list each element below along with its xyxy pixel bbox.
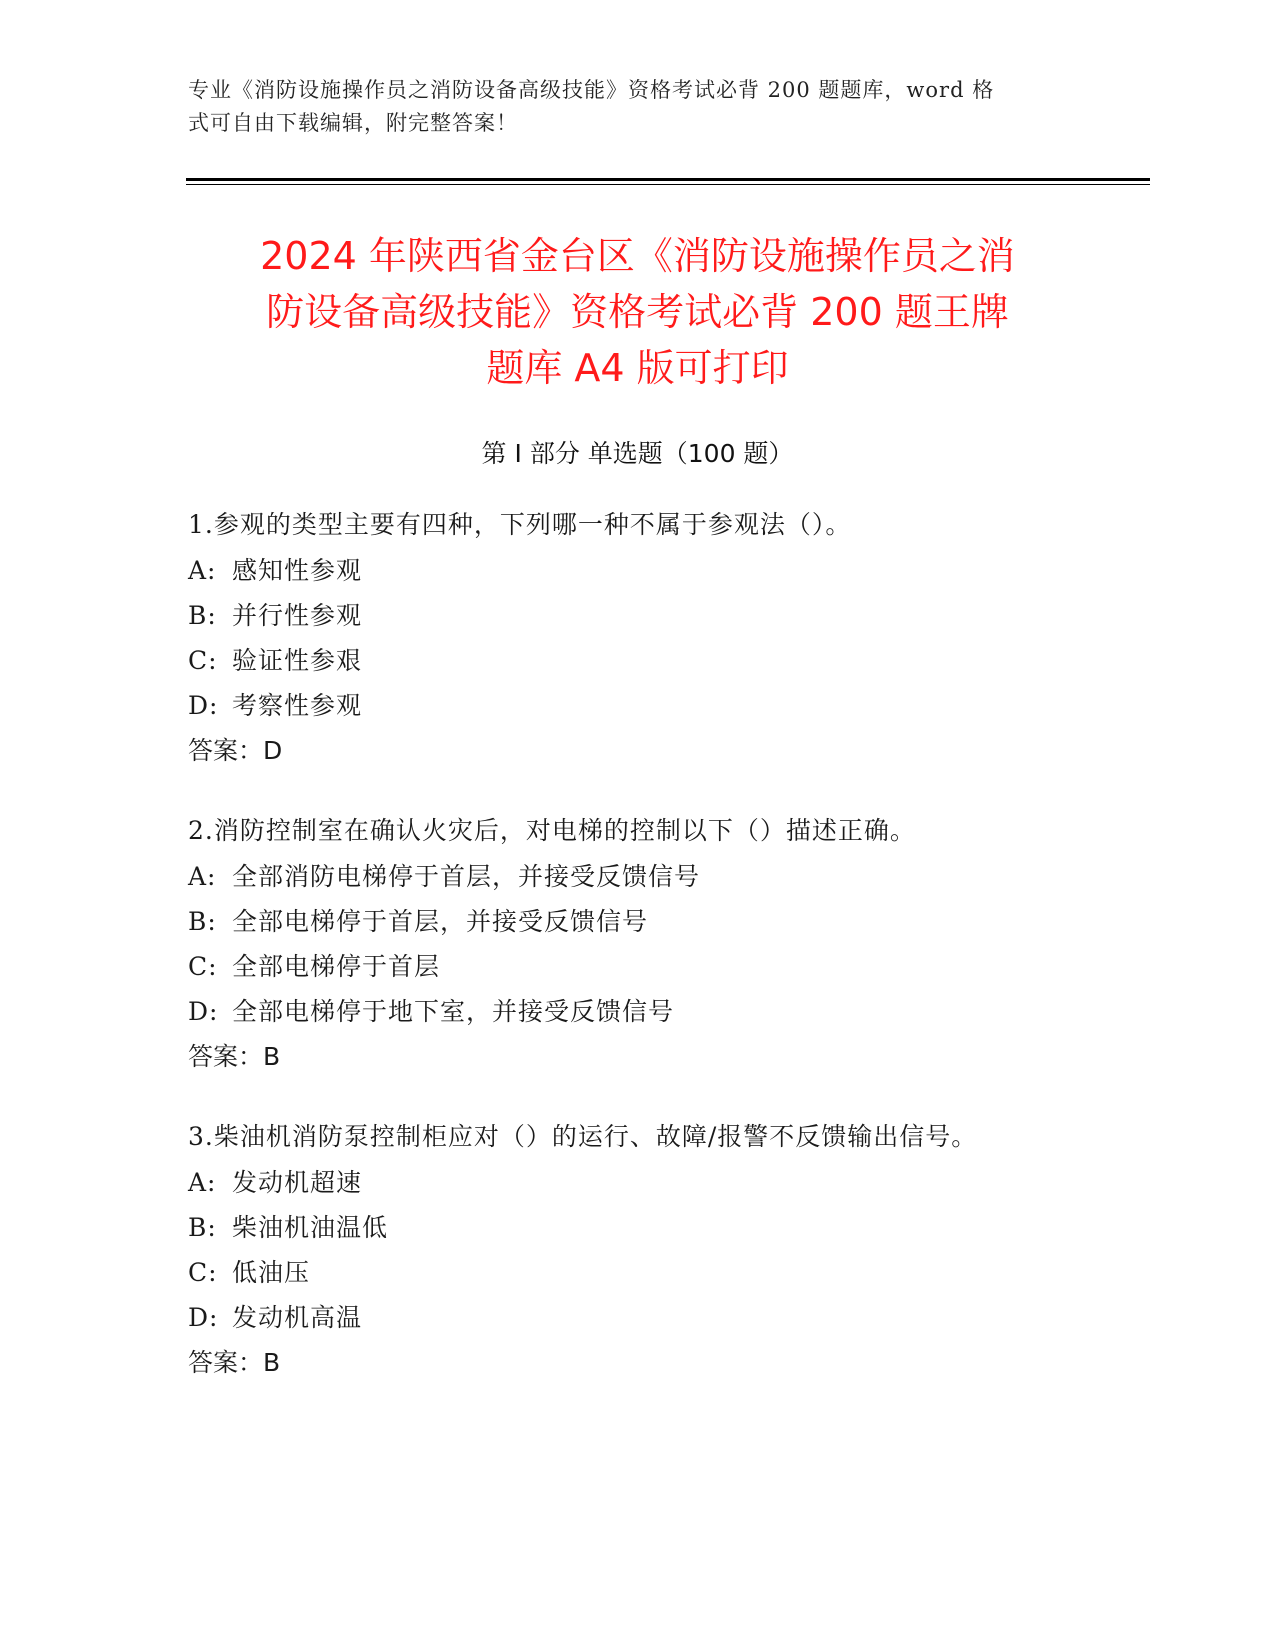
option-key: C: [188,952,218,981]
answer: 答案：D [188,736,283,765]
section-heading: 第 I 部分 单选题（100 题） [481,439,794,468]
option-key: D: [188,1303,219,1332]
option-key: C: [188,646,218,675]
option-d [188,1300,1148,1345]
option-text: 全部电梯停于首层，并接受反馈信号 [232,907,649,936]
option-b [188,904,1148,949]
option-text: 发动机超速 [232,1168,363,1197]
answer: 答案：B [188,1042,281,1071]
option-key: A: [188,862,217,891]
header-note [188,74,1068,140]
question-3 [188,1119,1148,1390]
document-title-line1: 2024 年陕西省金台区《消防设施操作员之消 [260,234,1015,278]
option-a [188,553,1148,598]
question-stem: 2.消防控制室在确认火灾后，对电梯的控制以下（）描述正确。 [188,816,916,845]
option-key: A: [188,556,217,585]
option-b [188,598,1148,643]
document-title [170,228,1105,396]
option-key: D: [188,691,219,720]
option-key: B: [188,1213,217,1242]
option-key: B: [188,601,217,630]
option-key: B: [188,907,217,936]
document-title-line3: 题库 A4 版可打印 [486,346,789,390]
option-text: 并行性参观 [232,601,363,630]
header-divider-thin [186,184,1150,185]
document-title-line2: 防设备高级技能》资格考试必背 200 题王牌 [266,290,1009,334]
question-1 [188,507,1148,778]
option-text: 考察性参观 [232,691,363,720]
header-note-line1: 专业《消防设施操作员之消防设备高级技能》资格考试必背 200 题题库，word 格 [188,78,995,102]
question-2 [188,813,1148,1084]
option-text: 全部电梯停于地下室，并接受反馈信号 [232,997,675,1026]
option-d [188,688,1148,733]
option-key: C: [188,1258,218,1287]
question-stem: 1.参观的类型主要有四种，下列哪一种不属于参观法（）。 [188,510,852,539]
option-d [188,994,1148,1039]
option-text: 全部消防电梯停于首层，并接受反馈信号 [232,862,701,891]
option-a [188,1165,1148,1210]
option-c [188,1255,1148,1300]
header-divider-thick [186,178,1150,181]
option-c [188,643,1148,688]
question-stem: 3.柴油机消防泵控制柜应对（）的运行、故障/报警不反馈输出信号。 [188,1122,978,1151]
option-text: 验证性参艰 [232,646,363,675]
option-key: D: [188,997,219,1026]
header-note-line2: 式可自由下载编辑，附完整答案！ [188,111,518,135]
option-text: 发动机高温 [232,1303,363,1332]
option-text: 低油压 [232,1258,311,1287]
answer: 答案：B [188,1348,281,1377]
option-text: 全部电梯停于首层 [232,952,441,981]
option-a [188,859,1148,904]
option-key: A: [188,1168,217,1197]
option-text: 柴油机油温低 [232,1213,389,1242]
option-text: 感知性参观 [232,556,363,585]
option-b [188,1210,1148,1255]
option-c [188,949,1148,994]
